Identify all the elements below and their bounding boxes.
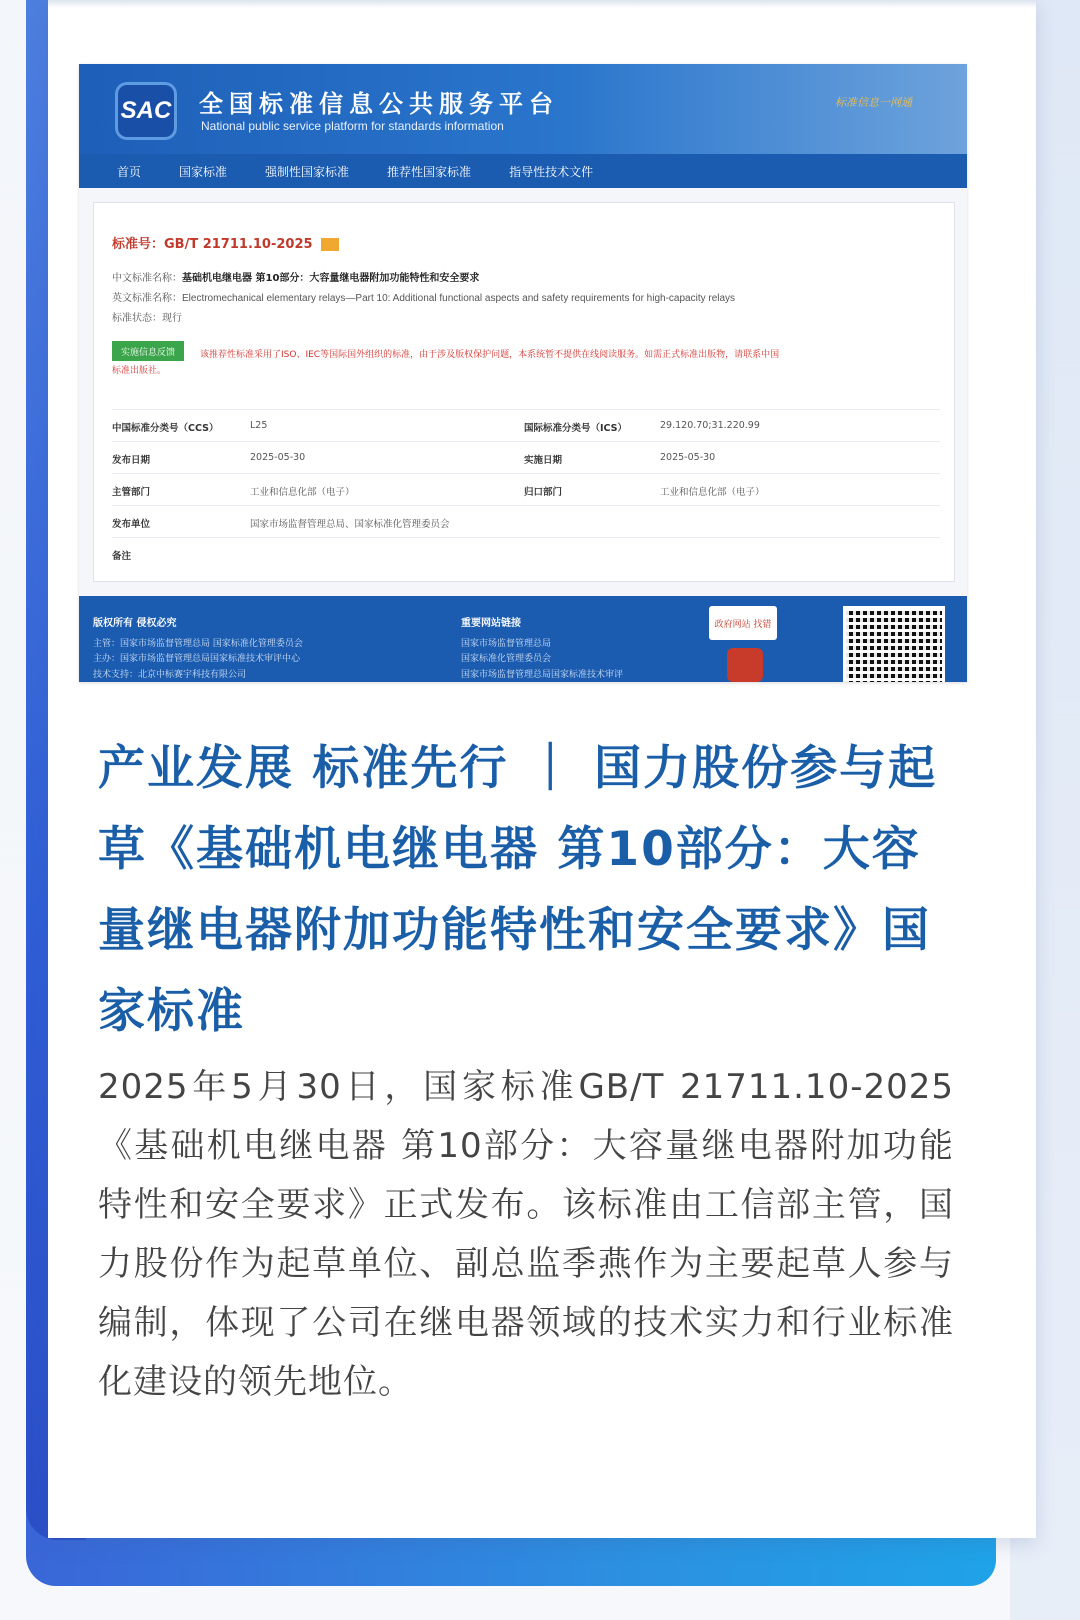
footer-link[interactable]: 国家市场监督管理总局国家标准技术审评 <box>461 670 624 680</box>
competent-dept-label: 主管部门 <box>112 487 151 498</box>
platform-subtitle: National public service platform for standards information <box>201 119 504 133</box>
nav-national-standards[interactable]: 国家标准 <box>179 164 228 179</box>
nav-guidance-documents[interactable]: 指导性技术文件 <box>509 164 594 179</box>
cn-name-label: 中文标准名称： <box>112 273 182 284</box>
footer-line: 主办：国家市场监督管理总局国家标准技术审评中心 <box>93 654 301 664</box>
qr-code-icon <box>843 606 945 682</box>
footer-line: 技术支持：北京中标赛宇科技有限公司 <box>93 670 247 680</box>
publish-date-value: 2025-05-30 <box>250 452 306 463</box>
table-row <box>112 537 940 569</box>
table-row <box>112 441 940 473</box>
feedback-button[interactable]: 实施信息反馈 <box>112 341 184 361</box>
nav-recommended-standards[interactable]: 推荐性国家标准 <box>387 164 472 179</box>
standard-info-table <box>112 409 940 569</box>
issuer-label: 发布单位 <box>112 519 151 530</box>
table-row <box>112 409 940 441</box>
status-line <box>112 309 182 324</box>
cn-name-line <box>112 269 479 284</box>
standard-number <box>112 233 339 252</box>
platform-header <box>79 64 967 154</box>
footer-link[interactable]: 国家市场监督管理总局 <box>461 639 552 649</box>
article-body: 2025年5月30日，国家标准GB/T 21711.10-2025《基础机电继电器 第10部分：大容量继电器附加功能特性和安全要求》正式发布。该标准由工信部主管，国力股份作为起草单位、副总监季燕作为主要起草人参与编制，体现了公司在继电器领域的技术实力和行业标准化建设的领先地位。 <box>98 1067 954 1402</box>
footer-links-title: 重要网站链接 <box>461 618 521 629</box>
status-value: 现行 <box>162 313 182 324</box>
ics-label: 国际标准分类号（ICS） <box>524 423 628 434</box>
platform-title: 全国标准信息公共服务平台 <box>199 90 559 118</box>
standard-platform-screenshot <box>79 64 967 682</box>
implement-date-label: 实施日期 <box>524 455 563 466</box>
centralized-dept-value: 工业和信息化部（电子） <box>660 487 765 498</box>
ics-value: 29.120.70;31.220.99 <box>660 420 760 431</box>
standard-tag-icon <box>321 238 339 251</box>
en-name-value: Electromechanical elementary relays—Part 10: Additional functional aspects and safety requirements for high-capacity relays <box>182 293 736 304</box>
copyright-notice: 该推荐性标准采用了ISO、IEC等国际国外组织的标准，由于涉及版权保护问题，本系统暂不提供在线阅读服务。如需正式标准出版物，请联系中国 <box>200 350 780 360</box>
emblem-icon[interactable] <box>727 648 763 682</box>
platform-corner-badge: 标准信息一网通 <box>835 96 912 109</box>
publish-date-label: 发布日期 <box>112 455 151 466</box>
centralized-dept-label: 归口部门 <box>524 487 563 498</box>
platform-footer <box>79 596 967 682</box>
issuer-value: 国家市场监督管理总局、国家标准化管理委员会 <box>250 519 450 530</box>
en-name-label: 英文标准名称： <box>112 293 182 304</box>
platform-nav <box>79 154 967 188</box>
copyright-notice-tail: 标准出版社。 <box>112 366 167 376</box>
implement-date-value: 2025-05-30 <box>660 452 716 463</box>
table-row <box>112 473 940 505</box>
standard-detail-panel <box>93 202 955 582</box>
footer-line: 主管：国家市场监督管理总局 国家标准化管理委员会 <box>93 639 303 649</box>
sac-logo: SAC <box>115 82 177 140</box>
footer-link[interactable]: 国家标准化管理委员会 <box>461 654 552 664</box>
nav-mandatory-standards[interactable]: 强制性国家标准 <box>265 164 350 179</box>
cn-name-value: 基础机电继电器 第10部分：大容量继电器附加功能特性和安全要求 <box>182 273 480 284</box>
table-row <box>112 505 940 537</box>
ccs-label: 中国标准分类号（CCS） <box>112 423 219 434</box>
nav-home[interactable]: 首页 <box>117 164 142 179</box>
card-top-edge <box>48 0 1036 8</box>
article-headline: 产业发展 标准先行 ｜ 国力股份参与起草《基础机电继电器 第10部分：大容量继电器附加功能特性和安全要求》国家标准 <box>98 741 938 1039</box>
status-label: 标准状态： <box>112 313 162 324</box>
en-name-line <box>112 289 735 304</box>
remarks-label: 备注 <box>112 551 132 562</box>
competent-dept-value: 工业和信息化部（电子） <box>250 487 355 498</box>
ccs-value: L25 <box>250 420 268 431</box>
gov-site-badge[interactable]: 政府网站 找错 <box>709 606 777 640</box>
standard-number-text: 标准号：GB/T 21711.10-2025 <box>112 237 313 252</box>
footer-copyright: 版权所有 侵权必究 <box>93 618 177 629</box>
